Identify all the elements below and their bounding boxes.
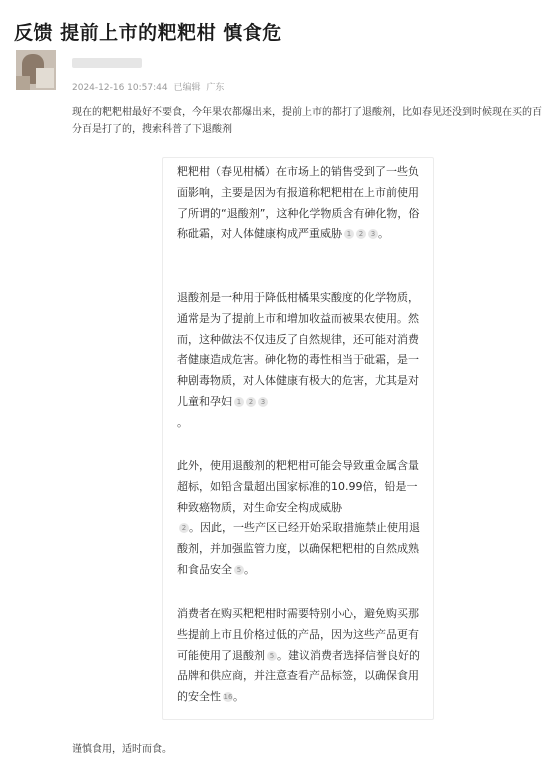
paragraph-tail: 。 — [378, 227, 389, 241]
edited-label: 已编辑 — [173, 83, 201, 93]
citation-badge[interactable]: 3 — [368, 229, 378, 239]
post-title: 反馈 提前上市的粑粑柑 慎食危 — [14, 22, 282, 44]
paragraph-text: 。因此，一些产区已经开始采取措施禁止使用退酸剂，并加强监管力度，以确保粑粑柑的自然成熟和食品安全 — [177, 521, 420, 576]
citation-badge[interactable]: 5 — [267, 651, 277, 661]
card-paragraph-4 — [177, 604, 426, 708]
paragraph-text: 粑粑柑（春见柑橘）在市场上的销售受到了一些负面影响，主要是因为有报道称粑粑柑在上市前使用了所谓的“退酸剂”，这种化学物质含有砷化物，俗称砒霜，对人体健康构成严重威胁 — [177, 165, 420, 241]
paragraph-tail: 。 — [177, 415, 188, 429]
post-intro: 现在的粑粑柑最好不要食，今年果农都爆出来，提前上市的都打了退酸剂，比如春见还没到时候现在买的百分百是打了的，搜索科普了下退酸剂 — [72, 107, 542, 135]
paragraph-text: 退酸剂是一种用于降低柑橘果实酸度的化学物质，通常是为了提前上市和增加收益而被果农使用。然而，这种做法不仅违反了自然规律，还可能对消费者健康造成危害。砷化物的毒性相当于砒霜，是一种剧毒物质，对人体健康有极大的危害，尤其是对儿童和孕妇 — [177, 291, 419, 408]
paragraph-tail: 。 — [233, 690, 244, 704]
citation-badge[interactable]: 3 — [258, 397, 268, 407]
post-closing: 谨慎食用，适时而食。 — [72, 744, 172, 755]
citation-badge[interactable]: 16 — [223, 693, 233, 702]
citation-badge[interactable]: 2 — [246, 397, 256, 407]
card-paragraph-1 — [177, 162, 426, 245]
card-paragraph-3 — [177, 456, 426, 581]
paragraph-text: 此外，使用退酸剂的粑粑柑可能会导致重金属含量超标，如铅含量超出国家标准的10.99倍，铅是一种致癌物质，对生命安全构成威胁 — [177, 459, 419, 514]
paragraph-text: 消费者在购买粑粑柑时需要特别小心，避免购买那些提前上市且价格过低的产品，因为这些产品更有可能使用了退酸剂 — [177, 607, 419, 662]
post-location: 广东 — [206, 83, 225, 93]
avatar[interactable] — [16, 50, 56, 90]
citation-badge[interactable]: 2 — [179, 523, 189, 533]
search-result-card — [162, 157, 434, 720]
paragraph-text: 。建议消费者选择信誉良好的品牌和供应商，并注意查看产品标签，以确保食用的安全性 — [177, 648, 420, 704]
post-meta — [72, 80, 227, 93]
citation-badge[interactable]: 5 — [234, 565, 244, 575]
post-date: 2024-12-16 10:57:44 — [72, 83, 168, 93]
paragraph-tail: 。 — [244, 562, 255, 576]
citation-badge[interactable]: 1 — [234, 397, 244, 407]
citation-badge[interactable]: 2 — [356, 229, 366, 239]
citation-badge[interactable]: 1 — [344, 229, 354, 239]
card-paragraph-2 — [177, 288, 426, 434]
username-blurred[interactable] — [72, 58, 142, 68]
